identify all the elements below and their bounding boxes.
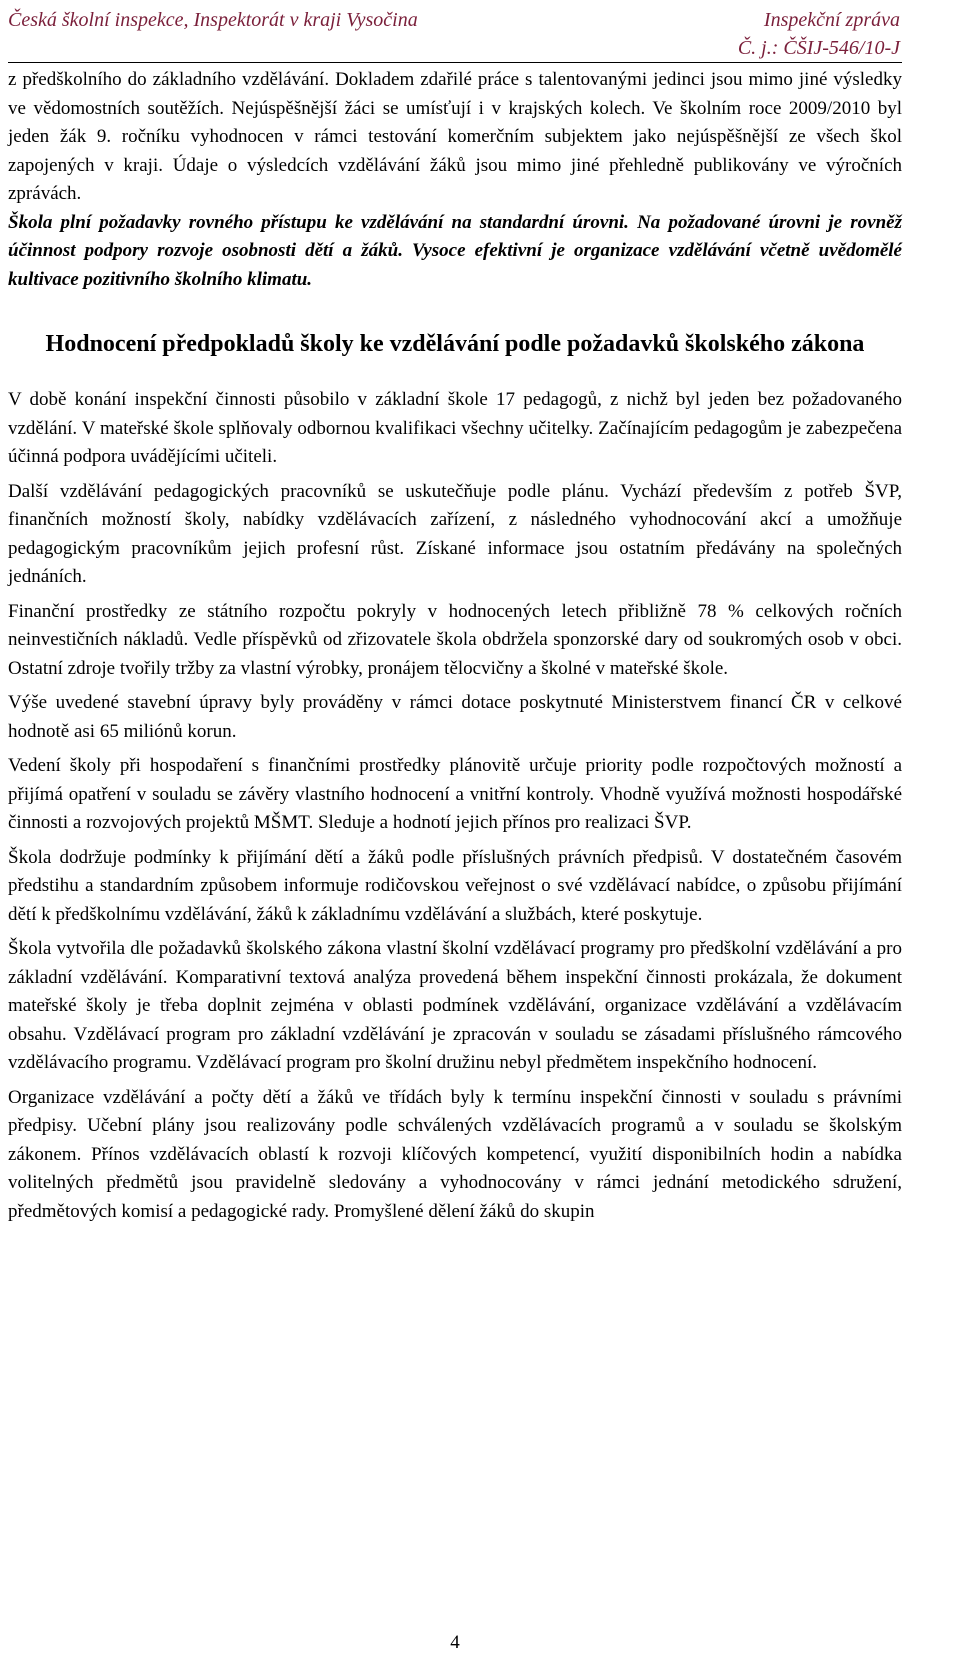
- paragraph-programs: Škola vytvořila dle požadavků školského zákona vlastní školní vzdělávací programy pro předškolní vzdělávání a pro základní vzdělávání. Komparativní textová analýza provedená během inspekční činnosti prokázala, že dokument mateřské školy je třeba doplnit zejména v oblasti podmínek vzdělávání, organizace vzdělávání a vzdělávacím obsahu. Vzdělávací program pro základní vzdělávání je zpracován v souladu se zásadami příslušného rámcového vzdělávacího programu. Vzdělávací program pro školní družinu nebyl předmětem inspekčního hodnocení.: [8, 938, 902, 1073]
- paragraph-intro: z předškolního do základního vzdělávání. Dokladem zdařilé práce s talentovanými jedinci jsou mimo jiné výsledky ve vědomostních soutěžích. Nejúspěšnější žáci se umísťují i v krajských kolech. Ve školním roce 2009/2010 byl jeden žák 9. ročníku vyhodnocen v rámci testování komerčním subjektem jako nejúspěšnější ze všech škol zapojených v kraji. Údaje o výsledcích vzdělávání žáků jsou mimo jiné přehledně publikovány ve výročních zprávách.: [8, 69, 902, 204]
- header-divider: [8, 62, 902, 63]
- paragraph-admission: Škola dodržuje podmínky k přijímání dětí a žáků podle příslušných právních předpisů. V dostatečném časovém předstihu a standardním způsobem informuje rodičovskou veřejnost o své vzdělávací nabídce, o způsobu přijímání dětí k předškolnímu vzdělávání, žáků k základnímu vzdělávání a službách, které poskytuje.: [8, 846, 902, 925]
- section-heading: Hodnocení předpokladů školy ke vzdělávání podle požadavků školského zákona: [45, 331, 865, 357]
- header-reference-number: Č. j.: ČŠIJ-546/10-J: [737, 37, 900, 59]
- paragraph-construction: Výše uvedené stavební úpravy byly prováděny v rámci dotace poskytnuté Ministerstvem financí ČR v celkové hodnotě asi 65 miliónů korun.: [8, 692, 902, 742]
- paragraph-management: Vedení školy při hospodaření s finančními prostředky plánovitě určuje priority podle rozpočtových možností a přijímá opatření v souladu se závěry vlastního hodnocení a vnitřní kontroly. Vhodně využívá možnosti hospodářské činnosti a rozvojových projektů MŠMT. Sleduje a hodnotí jejich přínos pro realizaci ŠVP.: [8, 755, 902, 833]
- paragraph-staff: V době konání inspekční činnosti působilo v základní škole 17 pedagogů, z nichž byl jeden bez požadovaného vzdělání. V mateřské škole splňovaly odbornou kvalifikaci všechny učitelky. Začínajícím pedagogům je zabezpečena účinná podpora uvádějícími učiteli.: [8, 389, 902, 467]
- page-number: 4: [450, 1632, 460, 1653]
- header-institution: Česká školní inspekce, Inspektorát v kraji Vysočina: [8, 9, 418, 31]
- header-report-title: Inspekční zpráva: [763, 9, 900, 31]
- header-report-info: [738, 6, 900, 62]
- conclusion-statement: Škola plní požadavky rovného přístupu ke vzdělávání na standardní úrovni. Na požadované úrovni je rovněž účinnost podpory rozvoje osobnosti dětí a žáků. Vysoce efektivní je organizace vzdělávání včetně uvědomělé kultivace pozitivního školního klimatu.: [8, 211, 902, 290]
- paragraph-further-education: Další vzdělávání pedagogických pracovníků se uskutečňuje podle plánu. Vychází především z potřeb ŠVP, finančních možností školy, nabídky vzdělávacích zařízení, z následného vyhodnocování akcí a umožňuje pedagogickým pracovníkům jejich profesní růst. Získané informace jsou ostatním předávány na společných jednáních.: [8, 480, 902, 587]
- document-body: [8, 66, 902, 1232]
- paragraph-organization: Organizace vzdělávání a počty dětí a žáků ve třídách byly k termínu inspekční činnosti v souladu s právními předpisy. Učební plány jsou realizovány podle schválených vzdělávacích programů a v souladu se školským zákonem. Přínos vzdělávacích oblastí k rozvoji klíčových kompetencí, využití disponibilních hodin a nabídka volitelných předmětů jsou pravidelně sledovány a vyhodnocovány v rámci jednání metodického sdružení, předmětových komisí a pedagogické rady. Promyšlené dělení žáků do skupin: [8, 1086, 902, 1222]
- paragraph-finance: Finanční prostředky ze státního rozpočtu pokryly v hodnocených letech přibližně 78 % celkových ročních neinvestičních nákladů. Vedle příspěvků od zřizovatele škola obdržela sponzorské dary od soukromých osob v obci. Ostatní zdroje tvořily tržby za vlastní výrobky, pronájem tělocvičny a školné v mateřské škole.: [8, 600, 902, 679]
